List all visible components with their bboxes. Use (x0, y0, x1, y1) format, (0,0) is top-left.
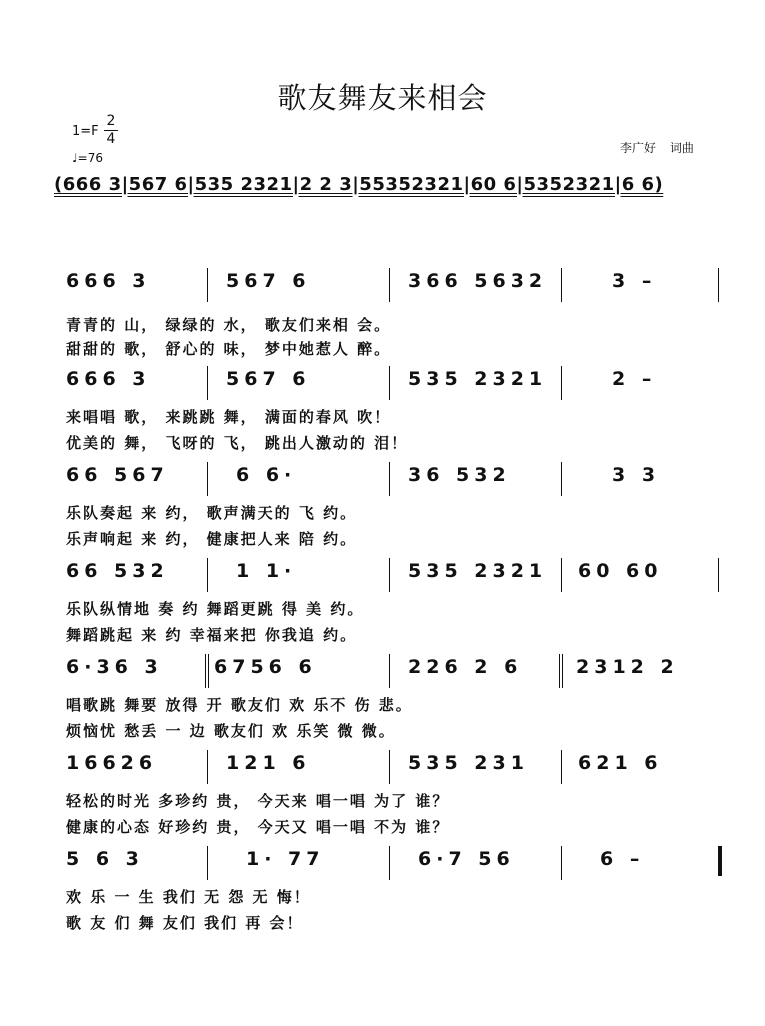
measure: 567 6 (226, 270, 311, 292)
measure: 366 5632 (408, 270, 548, 292)
time-signature (104, 114, 118, 147)
lyric-line: 乐声响起 来 约， 健康把人来 陪 约。 (66, 530, 358, 548)
measure: 16626 (66, 752, 158, 774)
lyric-line: 青青的 山， 绿绿的 水， 歌友们来相 会。 (66, 316, 392, 334)
measure: 66 532 (66, 560, 169, 582)
lyric-line: 甜甜的 歌， 舒心的 味， 梦中她惹人 醉。 (66, 340, 392, 358)
measure: 535 231 (408, 752, 529, 774)
music-system-5 (0, 654, 765, 690)
measure: 6·36 3 (66, 656, 163, 678)
lyric-line: 健康的心态 好珍约 贵， 今天又 唱一唱 不为 谁？ (66, 818, 450, 836)
measure: 666 3 (66, 270, 151, 292)
lyric-line: 唱歌跳 舞要 放得 开 歌友们 欢 乐不 伤 悲。 (66, 696, 413, 714)
measure: 3 3 (612, 464, 661, 486)
measure: 6756 6 (214, 656, 317, 678)
measure: 2312 2 (576, 656, 679, 678)
measure: 6·7 56 (418, 848, 515, 870)
lyric-line: 舞蹈跳起 来 约 幸福来把 你我追 约。 (66, 626, 358, 644)
lyric-line: 烦恼忧 愁丢 一 边 歌友们 欢 乐笑 微 微。 (66, 722, 396, 740)
measure: 1· 77 (246, 848, 325, 870)
measure: 2 – (612, 368, 657, 390)
measure: 3 – (612, 270, 657, 292)
lyric-line: 欢 乐 一 生 我们 无 怨 无 悔！ (66, 888, 311, 906)
intro-line (54, 174, 734, 195)
measure: 6 – (600, 848, 645, 870)
lyric-line: 优美的 舞， 飞呀的 飞， 跳出人激动的 泪！ (66, 434, 409, 452)
intro-notation: (666 3|567 6|535 2321|2 2 3|55352321|60 6|5352321|6 6) (54, 174, 664, 195)
measure: 666 3 (66, 368, 151, 390)
measure: 60 60 (578, 560, 663, 582)
lyric-line: 轻松的时光 多珍约 贵， 今天来 唱一唱 为了 谁？ (66, 792, 450, 810)
measure: 6 6· (236, 464, 297, 486)
final-barline (718, 846, 722, 876)
author-credit: 李广好 词曲 (620, 141, 694, 155)
lyric-line: 歌 友 们 舞 友们 我们 再 会！ (66, 914, 304, 932)
measure: 121 6 (226, 752, 311, 774)
measure: 567 6 (226, 368, 311, 390)
measure: 5 6 3 (66, 848, 144, 870)
music-system-3 (0, 462, 765, 498)
music-system-6 (0, 750, 765, 786)
time-signature-bottom: 4 (106, 131, 116, 147)
lyric-line: 乐队纵情地 奏 约 舞蹈更跳 得 美 约。 (66, 600, 365, 618)
tempo-marking: ♩=76 (72, 151, 103, 165)
music-system-1 (0, 268, 765, 304)
time-signature-top: 2 (106, 113, 116, 129)
measure: 36 532 (408, 464, 511, 486)
lyric-line: 来唱唱 歌， 来跳跳 舞， 满面的春风 吹！ (66, 408, 392, 426)
measure: 621 6 (578, 752, 663, 774)
music-system-7 (0, 846, 765, 882)
measure: 535 2321 (408, 368, 548, 390)
measure: 66 567 (66, 464, 169, 486)
music-system-4 (0, 558, 765, 594)
music-system-2 (0, 366, 765, 402)
lyric-line: 乐队奏起 来 约， 歌声满天的 飞 约。 (66, 504, 358, 522)
measure: 1 1· (236, 560, 297, 582)
song-title: 歌友舞友来相会 (277, 81, 488, 115)
measure: 226 2 6 (408, 656, 523, 678)
key-signature: 1=F (72, 124, 99, 139)
measure: 535 2321 (408, 560, 548, 582)
